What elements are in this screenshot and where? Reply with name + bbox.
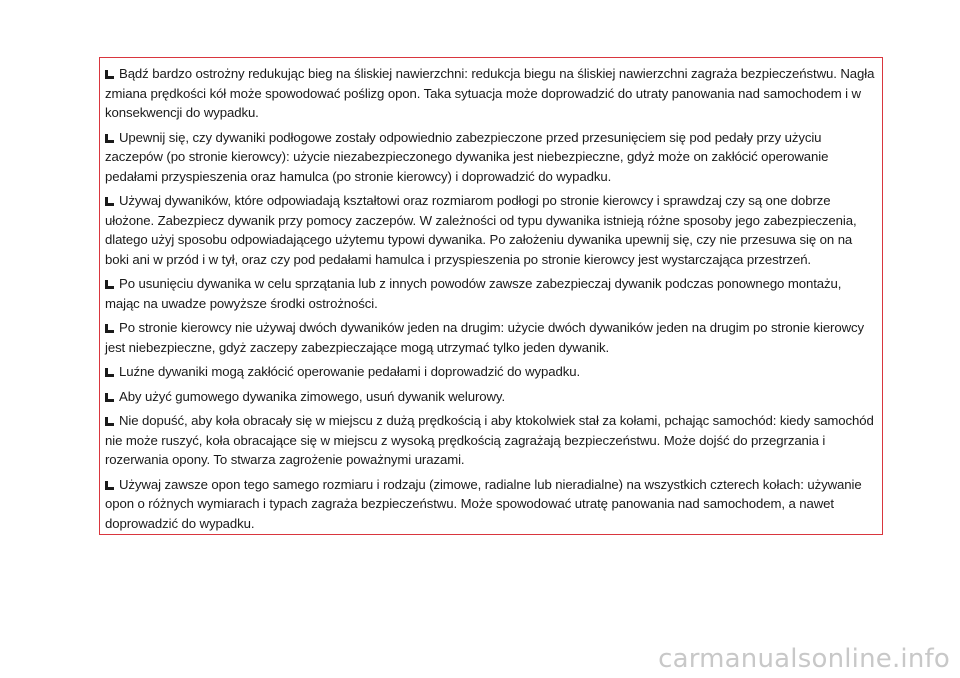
- warning-item: [105, 411, 878, 470]
- square-bullet-icon: [105, 481, 114, 490]
- warning-item: [105, 475, 878, 534]
- warning-item: [105, 362, 878, 382]
- warning-text: Bądź bardzo ostrożny redukując bieg na śliskiej nawierzchni: redukcja biegu na śliskiej nawierzchni zagraża bezpieczeństwu. Nagła zmiana prędkości kół może spowodować poślizg opon. Taka sytuacja może doprowadzić do utraty panowania nad samochodem i w konsekwencji do wypadku.: [105, 66, 875, 120]
- warning-item: [105, 318, 878, 357]
- warning-item: [105, 128, 878, 187]
- warning-text: Używaj dywaników, które odpowiadają kształtowi oraz rozmiarom podłogi po stronie kierowcy i sprawdzaj czy są one dobrze ułożone. Zabezpiecz dywanik przy pomocy zaczepów. W zależności od typu dywanika istnieją różne sposoby jego zabezpieczenia, dlatego użyj sposobu odpowiadającego użytemu typowi dywanika. Po założeniu dywanika upewnij się, czy nie przesuwa się on na boki ani w przód i w tył, oraz czy pod pedałami hamulca i przyspieszenia po stronie kierowcy jest wystarczająca przestrzeń.: [105, 193, 857, 267]
- square-bullet-icon: [105, 134, 114, 143]
- warning-text: Luźne dywaniki mogą zakłócić operowanie pedałami i doprowadzić do wypadku.: [119, 364, 581, 379]
- warning-item: [105, 274, 878, 313]
- warning-item: [105, 64, 878, 123]
- square-bullet-icon: [105, 280, 114, 289]
- square-bullet-icon: [105, 393, 114, 402]
- warning-text: Po stronie kierowcy nie używaj dwóch dywaników jeden na drugim: użycie dwóch dywaników jeden na drugim po stronie kierowcy jest niebezpieczne, gdyż zaczepy zabezpieczające mogą utrzymać tylko jeden dywanik.: [105, 320, 864, 355]
- square-bullet-icon: [105, 368, 114, 377]
- watermark: carmanualsonline.info: [658, 644, 950, 674]
- square-bullet-icon: [105, 70, 114, 79]
- warning-text: Upewnij się, czy dywaniki podłogowe zostały odpowiednio zabezpieczone przed przesunięciem się pod pedały przy użyciu zaczepów (po stronie kierowcy): użycie niezabezpieczonego dywanika jest niebezpieczne, gdyż może on zakłócić operowanie pedałami przyspieszenia oraz hamulca (po stronie kierowcy) i doprowadzić do wypadku.: [105, 129, 829, 184]
- square-bullet-icon: [105, 324, 114, 333]
- square-bullet-icon: [105, 417, 114, 426]
- warning-text: Po usunięciu dywanika w celu sprzątania lub z innych powodów zawsze zabezpieczaj dywanik podczas ponownego montażu, mając na uwadze powyższe środki ostrożności.: [105, 276, 842, 311]
- warning-text: Nie dopuść, aby koła obracały się w miejscu z dużą prędkością i aby ktokolwiek stał za kołami, pchając samochód: kiedy samochód nie może ruszyć, koła obracające się w miejscu z wysoką prędkością zagrażają bezpieczeństwu. Może dojść do przegrzania i rozerwania opony. To stwarza zagrożenie poważnymi urazami.: [105, 413, 874, 467]
- square-bullet-icon: [105, 197, 114, 206]
- warning-item: [105, 191, 878, 269]
- warning-text: Aby użyć gumowego dywanika zimowego, usuń dywanik welurowy.: [119, 388, 506, 404]
- warning-box: [99, 57, 883, 535]
- warning-item: [105, 387, 878, 407]
- warning-text: Używaj zawsze opon tego samego rozmiaru i rodzaju (zimowe, radialne lub nieradialne) na wszystkich czterech kołach: używanie opon o różnych wymiarach i typach zagraża bezpieczeństwu. Może spowodować utratę panowania nad samochodem, a nawet doprowadzić do wypadku.: [105, 476, 862, 531]
